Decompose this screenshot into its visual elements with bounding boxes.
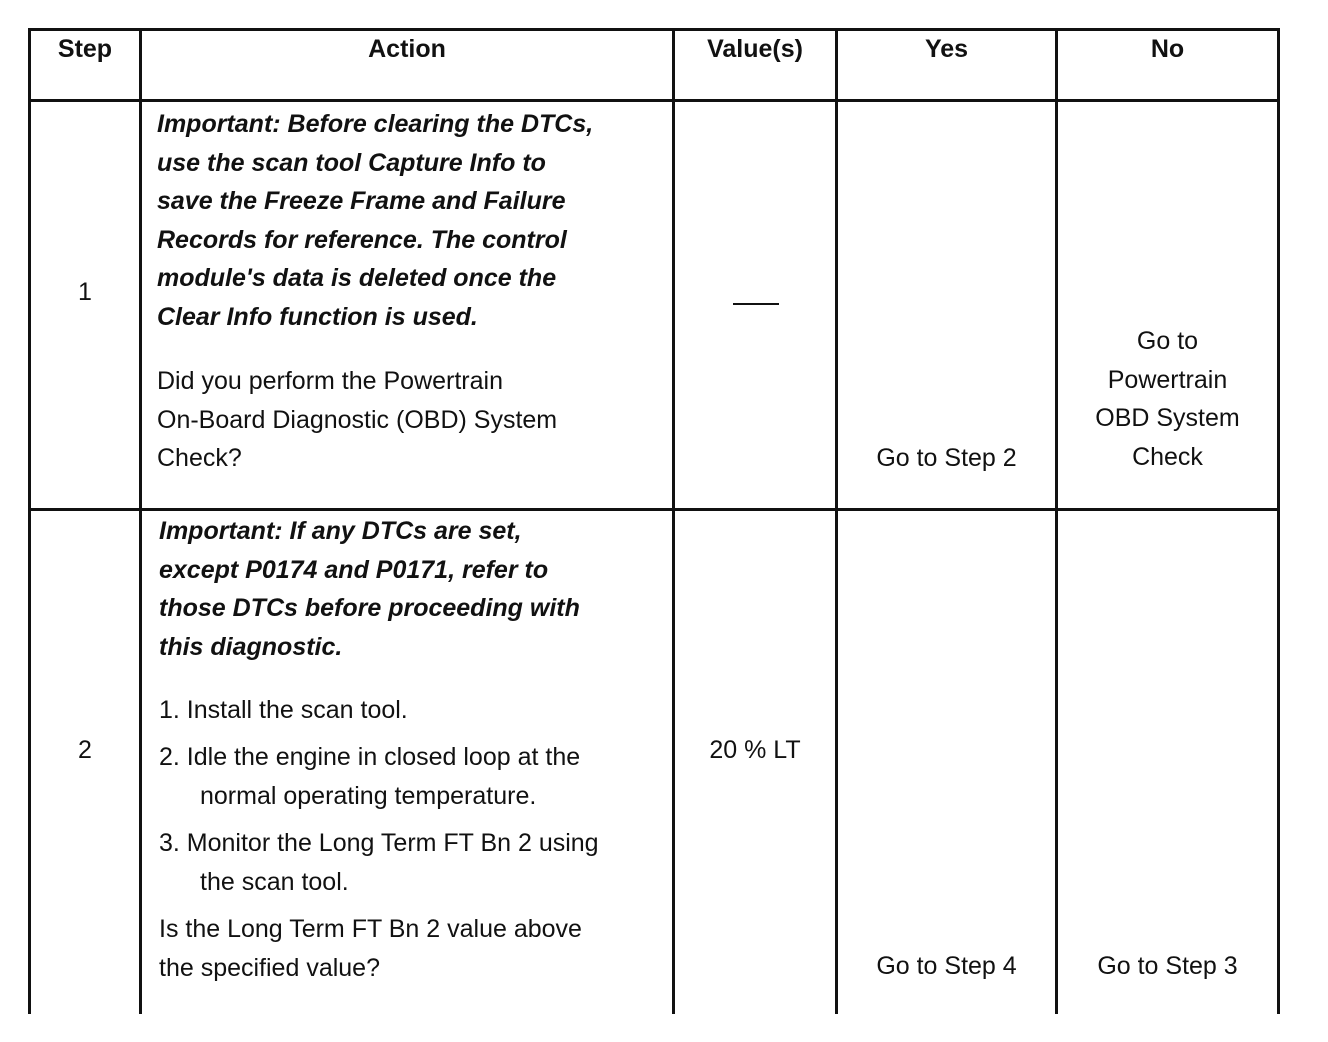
row2-list-item-3 [159, 824, 599, 901]
row1-important-line: module's data is deleted once the [157, 264, 557, 293]
header-step: Step [57, 35, 113, 63]
col-border-yes-no [1055, 28, 1058, 1014]
row1-question-line: Did you perform the Powertrain [157, 367, 503, 395]
row2-question [159, 910, 582, 987]
header-bottom-border [28, 99, 1280, 102]
row1-important-note [157, 105, 593, 337]
row1-important-line: Important: Before clearing the DTCs, [157, 110, 594, 138]
header-action: Action [368, 35, 446, 63]
row2-important-note [159, 512, 580, 666]
row1-yes: Go to Step 2 [876, 444, 1017, 472]
row1-value-dash [733, 303, 779, 305]
col-border-action-value [672, 28, 675, 1014]
row2-yes: Go to Step 4 [876, 952, 1017, 980]
row1-important-line: use the scan tool Capture Info to [157, 148, 546, 177]
row2-list-item-line: 2. Idle the engine in closed loop at the [159, 743, 581, 771]
col-border-right [1277, 28, 1280, 1014]
row1-no [1058, 322, 1277, 476]
row2-list-item-line: normal operating temperature. [200, 781, 537, 810]
row1-step: 1 [78, 278, 92, 306]
row1-important-line: save the Freeze Frame and Failure [157, 187, 566, 216]
row2-value: 20 % LT [709, 736, 801, 764]
row2-list-item-line: 1. Install the scan tool. [159, 696, 408, 724]
row2-no: Go to Step 3 [1097, 952, 1238, 980]
header-yes: Yes [924, 35, 969, 63]
row1-no-line: OBD System [1095, 404, 1240, 433]
row1-important-line: Records for reference. The control [157, 225, 567, 254]
row2-important-line: except P0174 and P0171, refer to [159, 555, 549, 584]
row1-no-line: Go to [1136, 327, 1199, 355]
row1-no-line: Check [1132, 442, 1203, 471]
row2-list-item-line: the scan tool. [200, 867, 349, 896]
row2-important-line: this diagnostic. [159, 632, 343, 661]
col-border-left [28, 28, 31, 1014]
col-border-value-yes [835, 28, 838, 1014]
row1-question-line: Check? [157, 444, 242, 473]
row1-bottom-border [28, 508, 1280, 511]
row2-important-line: Important: If any DTCs are set, [159, 517, 522, 545]
col-border-step-action [139, 28, 142, 1014]
row2-list-item-1 [159, 691, 408, 730]
row2-question-line: Is the Long Term FT Bn 2 value above [159, 915, 582, 943]
row1-important-line: Clear Info function is used. [157, 302, 478, 331]
table-top-border [28, 28, 1280, 31]
row2-important-line: those DTCs before proceeding with [159, 594, 580, 623]
row2-list-item-line: 3. Monitor the Long Term FT Bn 2 using [159, 829, 599, 857]
row2-step: 2 [78, 736, 92, 764]
header-values: Value(s) [707, 35, 803, 63]
header-no: No [1150, 35, 1185, 63]
row2-question-line: the specified value? [159, 953, 380, 982]
row1-no-line: Powertrain [1107, 365, 1228, 394]
row1-question [157, 362, 557, 478]
row1-question-line: On-Board Diagnostic (OBD) System [157, 405, 558, 434]
row2-list-item-2 [159, 738, 580, 815]
